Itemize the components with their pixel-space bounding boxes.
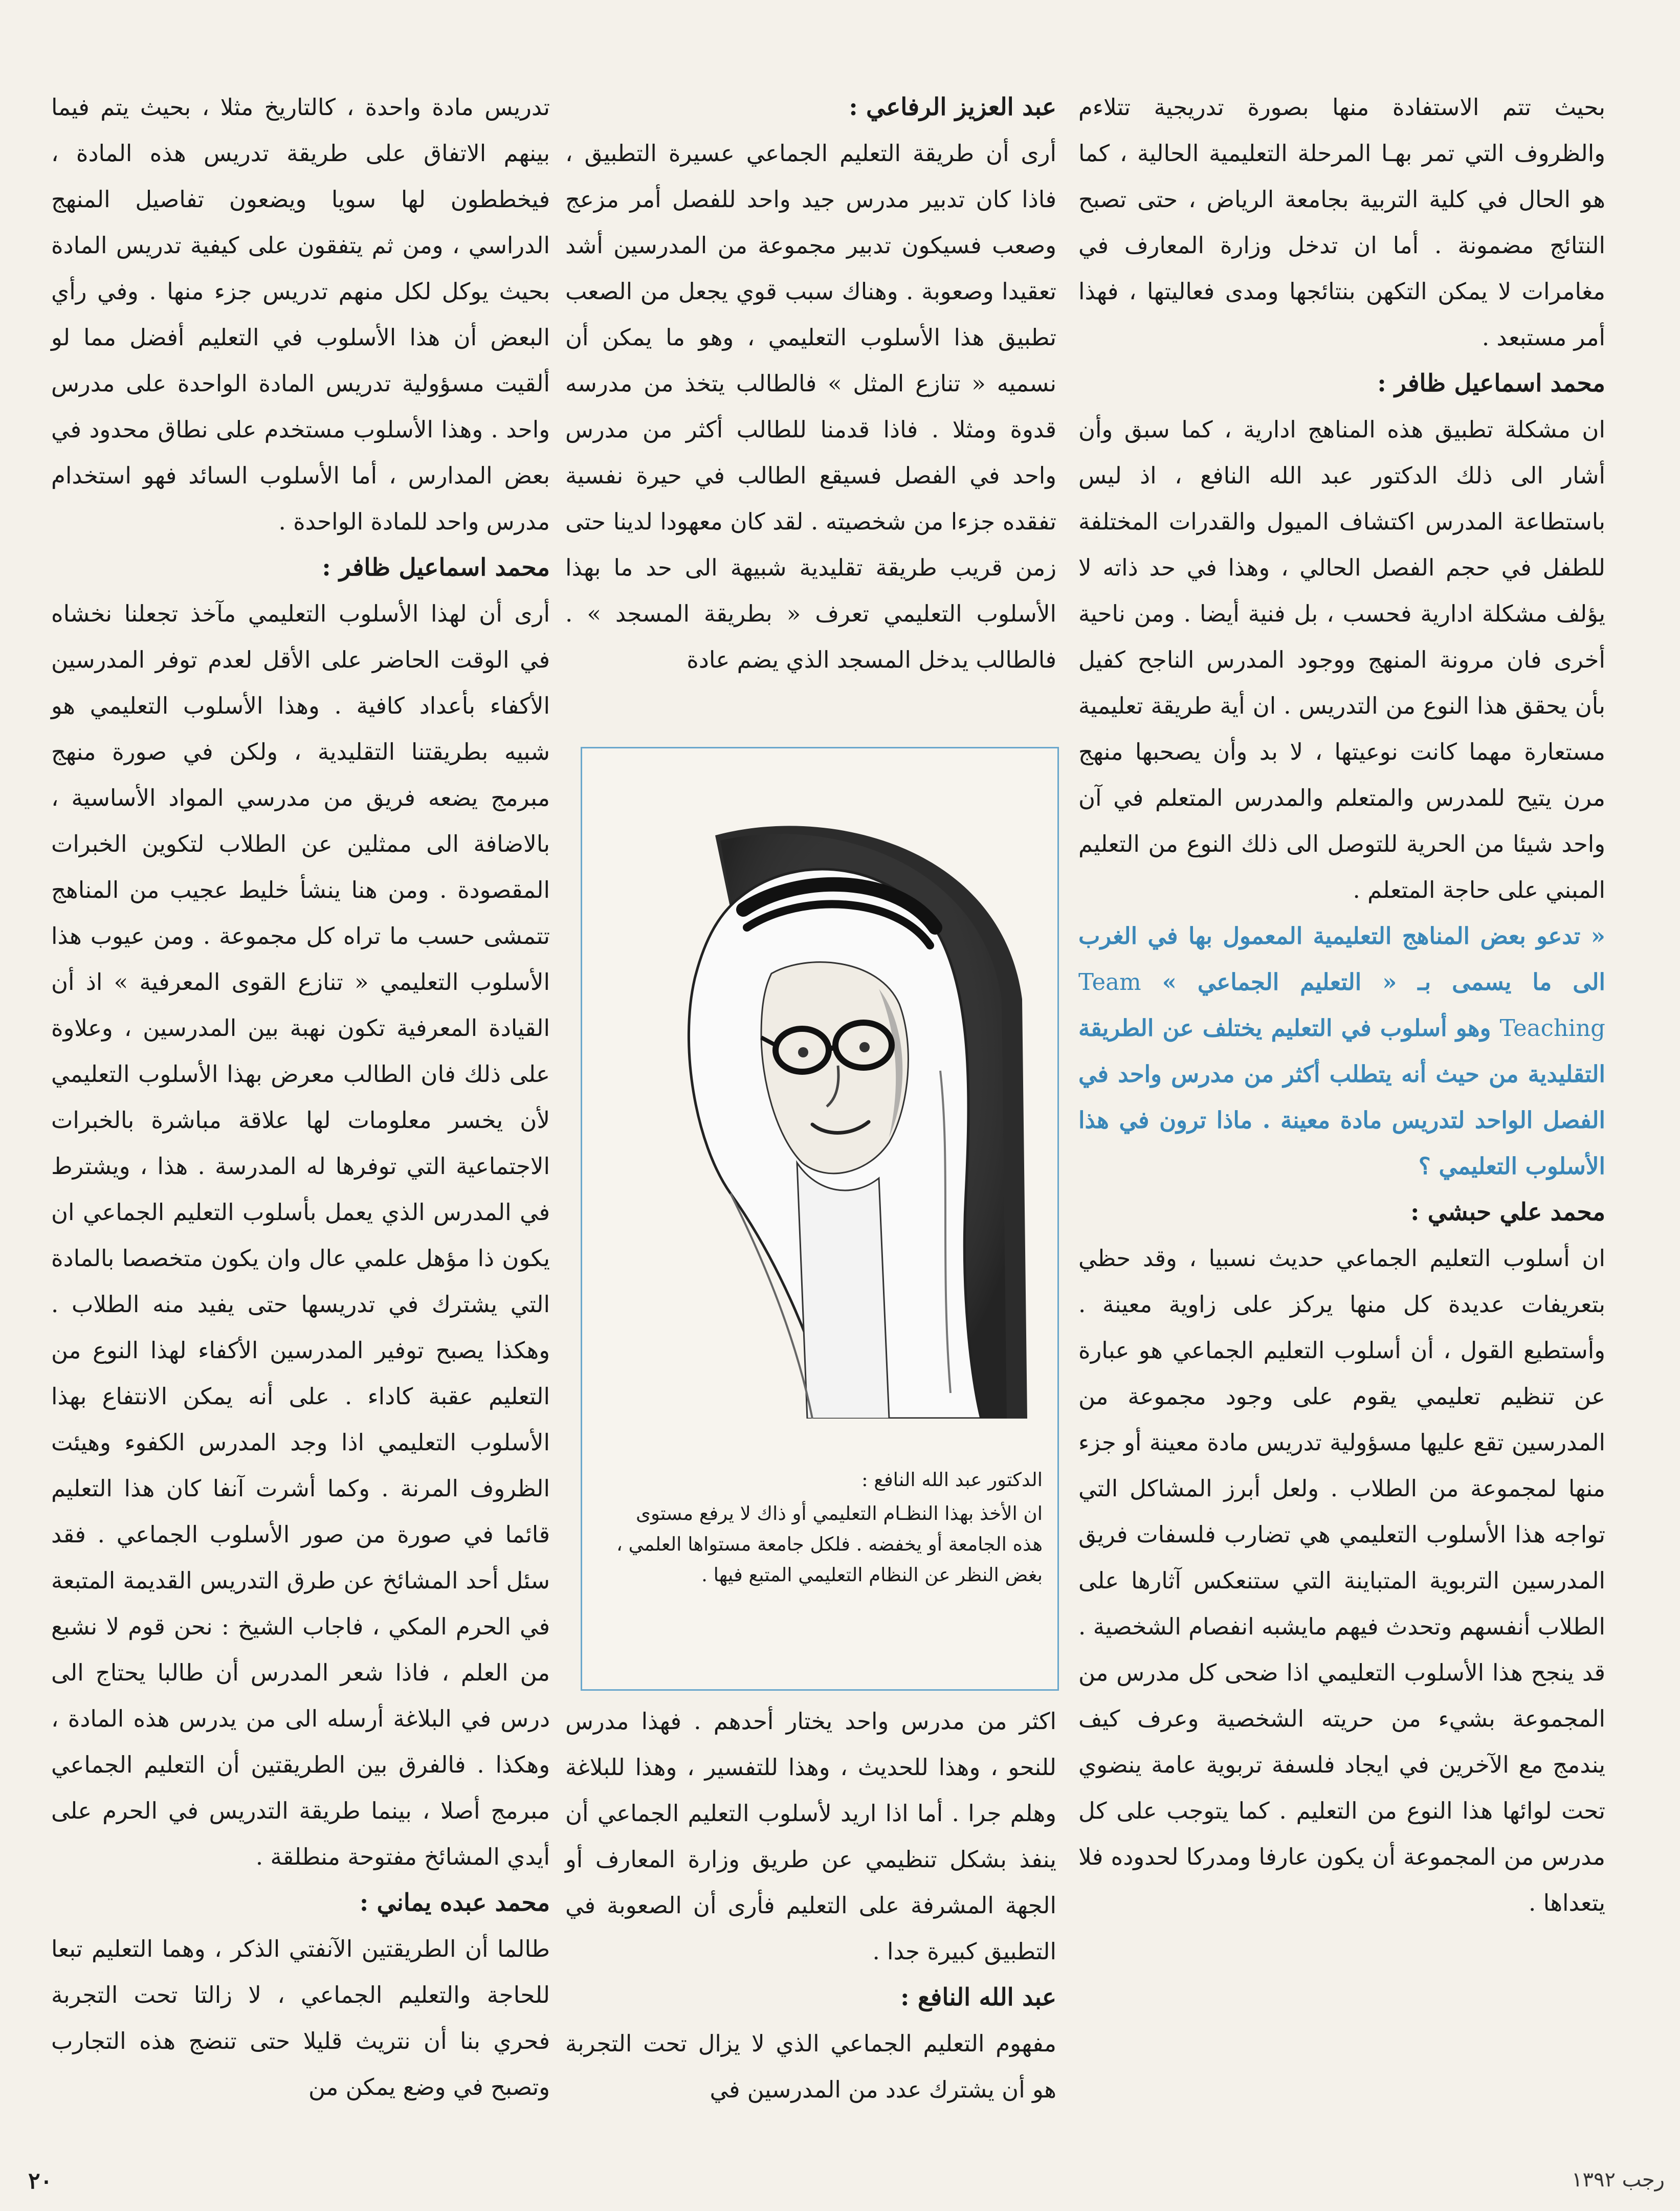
interview-question [1078, 913, 1605, 1189]
paragraph: اكثر من مدرس واحد يختار أحدهم . فهذا مدرس للنحو ، وهذا للحديث ، وهذا للتفسير ، وهذا للبلاغة وهلم جرا . أما اذا اريد لأسلوب التعليم الجماعي أن ينفذ بشكل تنظيمي عن طريق وزارة المعارف أو الجهة المشرفة على التعليم فأرى أن الصعوبة في التطبيق كبيرة جدا . [565, 1708, 1056, 1965]
caption-name: الدكتور عبد الله النافع : [861, 1469, 1043, 1491]
paragraph: طالما أن الطريقتين الآنفتي الذكر ، وهما التعليم تبعا للحاجة والتعليم الجماعي ، لا زالتا تحت التجربة فحري بنا أن نتريث قليلا حتى تنضج هذه التجارب وتصبح في وضع يمكن من [51, 1935, 550, 2101]
paragraph: أرى أن طريقة التعليم الجماعي عسيرة التطبيق ، فاذا كان تدبير مدرس جيد واحد للفصل أمر مزعج وصعب فسيكون تدبير مجموعة من المدرسين أشد تعقيدا وصعوبة . وهناك سبب قوي يجعل من الصعب تطبيق هذا الأسلوب التعليمي ، وهو ما يمكن أن نسميه « تنازع المثل » فالطالب يتخذ من مدرسه قدوة ومثلا . فاذا قدمنا للطالب أكثر من مدرس واحد في الفصل فسيقع الطالب في حيرة نفسية تفقده جزءا من شخصيته . لقد كان معهودا لدينا حتى زمن قريب طريقة تقليدية شبيهة الى حد ما بهذا الأسلوب التعليمي تعرف « بطريقة المسجد » . فالطالب يدخل المسجد الذي يضم عادة [565, 140, 1056, 673]
question-latin-term: Team Teaching [1078, 968, 1605, 1042]
speaker-name: عبد العزيز الرفاعي : [849, 93, 1056, 121]
paragraph: أرى أن لهذا الأسلوب التعليمي مآخذ تجعلنا نخشاه في الوقت الحاضر على الأقل لعدم توفر المدرسين الأكفاء بأعداد كافية . وهذا الأسلوب التعليمي هو شبيه بطريقتنا التقليدية ، ولكن في صورة منهج مبرمج يضعه فريق من مدرسي المواد الأساسية ، بالاضافة الى ممثلين عن الطلاب لتكوين الخبرات المقصودة . ومن هنا ينشأ خليط عجيب من المناهج تتمشى حسب ما تراه كل مجموعة . ومن عيوب هذا الأسلوب التعليمي « تنازع القوى المعرفية » اذ أن القيادة المعرفية تكون نهبة بين المدرسين ، وعلاوة على ذلك فان الطالب معرض بهذا الأسلوب التعليمي لأن يخسر معلومات لها علاقة مباشرة بالخبرات الاجتماعية التي توفرها له المدرسة . هذا ، ويشترط في المدرس الذي يعمل بأسلوب التعليم الجماعي ان يكون ذا مؤهل علمي عال وان يكون متخصصا بالمادة التي يشترك في تدريسها حتى يفيد منه الطلاب . وهكذا يصبح توفير المدرسين الأكفاء لهذا النوع من التعليم عقبة كاداء . على أنه يمكن الانتفاع بهذا الأسلوب التعليمي اذا وجد المدرس الكفوء وهيئت الظروف المرنة . وكما أشرت آنفا كان هذا التعليم قائما في صورة من صور الأسلوب الجماعي . فقد سئل أحد المشائخ عن طرق التدريس القديمة المتبعة في الحرم المكي ، فاجاب الشيخ : نحن قوم لا نشبع من العلم ، فاذا شعر المدرس أن طالبا يحتاج الى درس في البلاغة أرسله الى من يدرس هذه المادة ، وهكذا . فالفرق بين الطريقتين أن التعليم الجماعي مبرمج أصلا ، بينما طريقة التدريس في الحرم على أيدي المشائخ مفتوحة منطلقة . [51, 600, 550, 1870]
speaker-name: محمد اسماعيل ظافر : [1377, 369, 1605, 397]
page-number: ٢٠ [28, 2168, 53, 2194]
article-column-middle-bottom [565, 1698, 1056, 2149]
speaker-name: محمد علي حبشي : [1410, 1198, 1605, 1226]
portrait-illustration [613, 805, 1027, 1419]
paragraph: ان مشكلة تطبيق هذه المناهج ادارية ، كما سبق وأن أشار الى ذلك الدكتور عبد الله النافع ، اذ ليس باستطاعة المدرس اكتشاف الميول والقدرات المختلفة للطفل في حجم الفصل الحالي ، وهذا في حد ذاته لا يؤلف مشكلة ادارية فحسب ، بل فنية أيضا . ومن ناحية أخرى فان مرونة المنهج ووجود المدرس الناجح كفيل بأن يحقق هذا النوع من التدريس . ان أية طريقة تعليمية مستعارة مهما كانت نوعيتها ، لا بد وأن يصحبها منهج مرن يتيح للمدرس والمتعلم والمدرس المتعلم في آن واحد شيئا من الحرية للتوصل الى ذلك النوع من التعليم المبني على حاجة المتعلم . [1078, 416, 1605, 903]
speaker-name: محمد اسماعيل ظافر : [322, 554, 550, 582]
article-column-right [1078, 84, 1605, 2151]
paragraph: ان أسلوب التعليم الجماعي حديث نسبيا ، وقد حظي بتعريفات عديدة كل منها يركز على زاوية معينة . وأستطيع القول ، أن أسلوب التعليم الجماعي هو عبارة عن تنظيم تعليمي يقوم على وجود مجموعة من المدرسين تقع عليها مسؤولية تدريس مادة معينة أو جزء منها لمجموعة من الطلاب . ولعل أبرز المشاكل التي تواجه هذا الأسلوب التعليمي هي تضارب فلسفات فريق المدرسين التربوية المتباينة التي ستنعكس آثارها على الطلاب أنفسهم وتحدث فيهم مايشبه انفصام الشخصية . قد ينجح هذا الأسلوب التعليمي اذا ضحى كل مدرس من المجموعة بشيء من حريته الشخصية وعرف كيف يندمج مع الآخرين في ايجاد فلسفة تربوية عامة ينضوي تحت لوائها هذا النوع من التعليم . كما يتوجب على كل مدرس من المجموعة أن يكون عارفا ومدركا لحدوده فلا يتعداها . [1078, 1245, 1605, 1916]
article-column-left [51, 84, 550, 2156]
paragraph: مفهوم التعليم الجماعي الذي لا يزال تحت التجربة هو أن يشترك عدد من المدرسين في [565, 2030, 1056, 2103]
speaker-name: عبد الله النافع : [900, 1983, 1056, 2011]
issue-date: رجب ١٣٩٢ [1572, 2168, 1665, 2192]
question-text-a: « تدعو بعض المناهج التعليمية المعمول بها في الغرب الى ما يسمى بـ « التعليم الجماعي » [1078, 922, 1606, 996]
paragraph: تدريس مادة واحدة ، كالتاريخ مثلا ، بحيث يتم فيما بينهم الاتفاق على طريقة تدريس هذه المادة ، فيخططون لها سويا ويضعون تفاصيل المنهج الدراسي ، ومن ثم يتفقون على كيفية تدريس المادة بحيث يوكل لكل منهم تدريس جزء منها . وفي رأي البعض أن هذا الأسلوب في التعليم أفضل مما لو ألقيت مسؤولية تدريس المادة الواحدة على مدرس واحد . وهذا الأسلوب مستخدم على نطاق محدود في بعض المدارس ، أما الأسلوب السائد فهو استخدام مدرس واحد للمادة الواحدة . [51, 94, 550, 535]
speaker-name: محمد عبده يماني : [359, 1889, 550, 1917]
article-column-middle-top [565, 84, 1056, 775]
question-text-b: وهو أسلوب في التعليم يختلف عن الطريقة التقليدية من حيث أنه يتطلب أكثر من مدرس واحد في الفصل الواحد لتدريس مادة معينة . ماذا ترون في هذا الأسلوب التعليمي ؟ [1078, 1014, 1605, 1180]
photo-box [581, 747, 1059, 1691]
photo-caption [603, 1465, 1043, 1590]
paragraph: بحيث تتم الاستفادة منها بصورة تدريجية تتلاءم والظروف التي تمر بهـا المرحلة التعليمية الحالية ، كما هو الحال في كلية التربية بجامعة الرياض ، حتى تصبح النتائج مضمونة . أما ان تدخل وزارة المعارف في مغامرات لا يمكن التكهن بنتائجها ومدى فعاليتها ، فهذا أمر مستبعد . [1078, 94, 1605, 351]
caption-text: ان الأخذ بهذا النظـام التعليمي أو ذاك لا يرفع مستوى هذه الجامعة أو يخفضه . فلكل جامعة مستواها العلمي ، بغض النظر عن النظام التعليمي المتبع فيها . [616, 1502, 1043, 1586]
